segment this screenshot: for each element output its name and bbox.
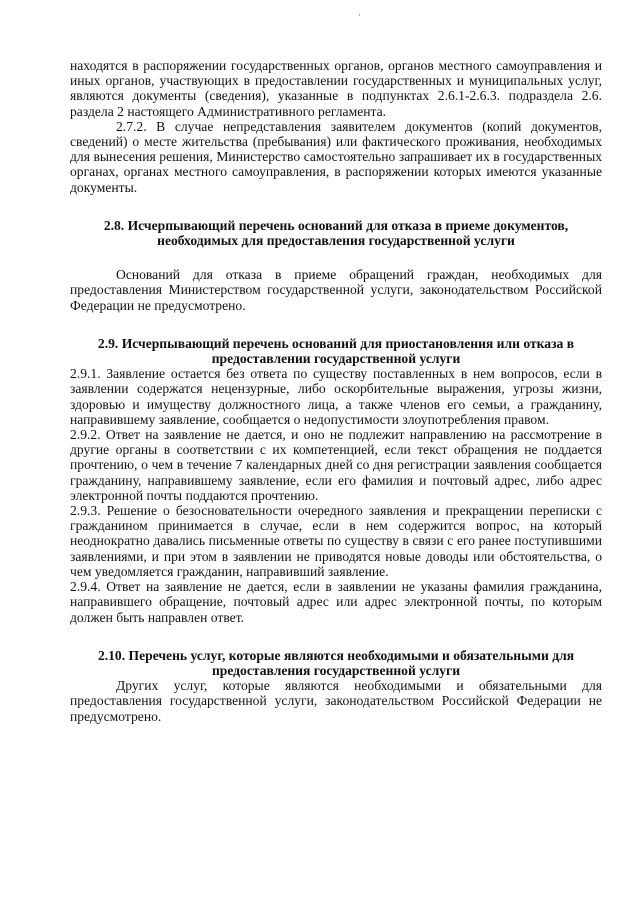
section-2-10-body: Других услуг, которые являются необходимыми и обязательными для предоставления государственной услуги, законодательством Российской Федерации не предусмотрено. xyxy=(70,678,602,724)
document-body xyxy=(70,58,602,724)
item-2-9-3: 2.9.3. Решение о безосновательности очередного заявления и прекращении переписки с гражданином принимается в случае, если в нем содержится вопрос, на который неоднократно давались письменные ответы по существу в связи с его ранее поступившими заявлениями, и при этом в заявлении не приводятся новые доводы или обстоятельства, о чем уведомляется гражданин, направивший заявление. xyxy=(70,503,602,579)
intro-continuation-paragraph: находятся в распоряжении государственных органов, органов местного самоуправления и иных органов, участвующих в предоставлении государственных и муниципальных услуг, являются документы (сведения), указанные в подпунктах 2.6.1-2.6.3. подраздела 2.6. раздела 2 настоящего Административного регламента. xyxy=(70,58,602,119)
item-2-9-4: 2.9.4. Ответ на заявление не дается, если в заявлении не указаны фамилия гражданина, направившего обращение, почтовый адрес или адрес электронной почты, по которым должен быть направлен ответ. xyxy=(70,579,602,625)
item-2-9-1: 2.9.1. Заявление остается без ответа по существу поставленных в нем вопросов, если в заявлении содержатся нецензурные, либо оскорбительные выражения, угрозы жизни, здоровью и имуществу должностного лица, а также членов его семьи, а гражданину, направившему заявление, сообщается о недопустимости злоупотребления правом. xyxy=(70,366,602,427)
page-mark: · xyxy=(358,10,361,20)
section-2-9-heading: 2.9. Исчерпывающий перечень оснований для приостановления или отказа в предоставлении государственной услуги xyxy=(97,335,575,367)
section-2-10-heading: 2.10. Перечень услуг, которые являются необходимыми и обязательными для предоставления государственной услуги xyxy=(97,647,575,678)
section-2-8-heading: 2.8. Исчерпывающий перечень оснований для отказа в приеме документов, необходимых для предоставления государственной услуги xyxy=(103,217,569,249)
item-2-9-2: 2.9.2. Ответ на заявление не дается, и оно не подлежит направлению на рассмотрение в другие органы в соответствии с их компетенцией, если текст обращения не поддается прочтению, о чем в течение 7 календарных дней со дня регистрации заявления сообщается гражданину, направившему заявление, если его фамилия и почтовый адрес, либо адрес электронной почты поддаются прочтению. xyxy=(70,427,602,503)
paragraph-2-7-2: 2.7.2. В случае непредставления заявителем документов (копий документов, сведений) о месте жительства (пребывания) или фактического проживания, необходимых для вынесения решения, Министерство самостоятельно запрашивает их в государственных органах, органах местного самоуправления, в распоряжении которых имеются указанные документы. xyxy=(70,118,602,195)
section-2-8-body: Оснований для отказа в приеме обращений граждан, необходимых для предоставления Министерством государственной услуги, законодательством Российской Федерации не предусмотрено. xyxy=(70,267,602,313)
